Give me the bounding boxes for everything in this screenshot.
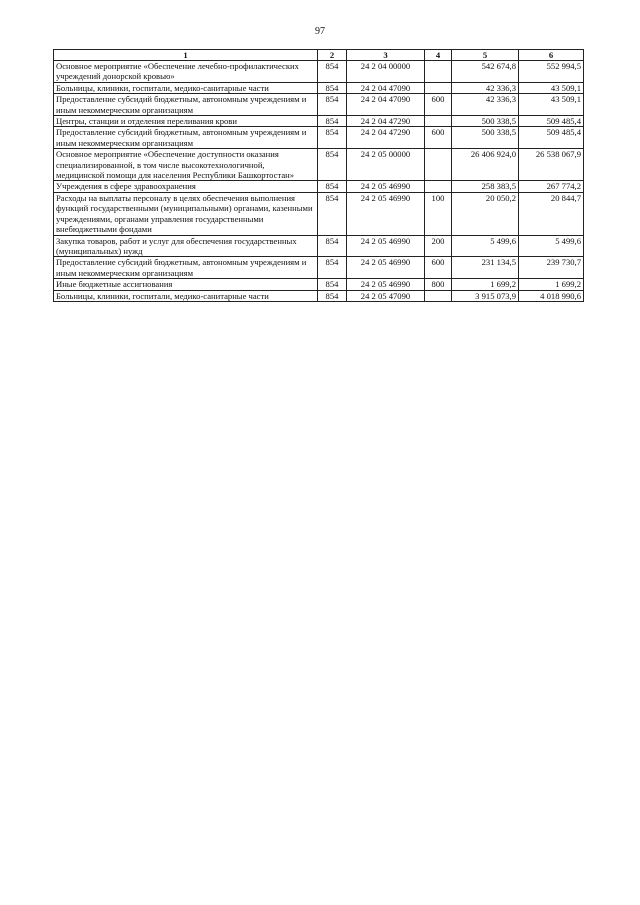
- table-row: [54, 94, 584, 116]
- amount-year1-cell: 42 336,3: [452, 94, 519, 116]
- amount-year2-cell: 509 485,4: [519, 116, 584, 127]
- target-article-cell: 24 2 04 47290: [347, 127, 425, 149]
- ministry-code-cell: 854: [318, 257, 347, 279]
- column-header: 3: [347, 50, 425, 61]
- amount-year2-cell: 552 994,5: [519, 61, 584, 83]
- column-header: 4: [425, 50, 452, 61]
- amount-year1-cell: 500 338,5: [452, 116, 519, 127]
- ministry-code-cell: 854: [318, 116, 347, 127]
- amount-year1-cell: 1 699,2: [452, 279, 519, 290]
- amount-year1-cell: 258 383,5: [452, 181, 519, 192]
- table-body: [54, 61, 584, 302]
- amount-year1-cell: 500 338,5: [452, 127, 519, 149]
- expense-name-cell: Предоставление субсидий бюджетным, автономным учреждениям и иным некоммерческим организациям: [54, 257, 318, 279]
- target-article-cell: 24 2 05 46990: [347, 235, 425, 257]
- ministry-code-cell: 854: [318, 290, 347, 301]
- amount-year2-cell: 267 774,2: [519, 181, 584, 192]
- column-header: 5: [452, 50, 519, 61]
- target-article-cell: 24 2 04 00000: [347, 61, 425, 83]
- target-article-cell: 24 2 04 47090: [347, 82, 425, 93]
- expense-name-cell: Больницы, клиники, госпитали, медико-санитарные части: [54, 290, 318, 301]
- amount-year1-cell: 42 336,3: [452, 82, 519, 93]
- expense-type-cell: [425, 149, 452, 181]
- expense-type-cell: [425, 290, 452, 301]
- ministry-code-cell: 854: [318, 61, 347, 83]
- amount-year1-cell: 20 050,2: [452, 192, 519, 235]
- ministry-code-cell: 854: [318, 192, 347, 235]
- ministry-code-cell: 854: [318, 149, 347, 181]
- amount-year2-cell: 239 730,7: [519, 257, 584, 279]
- amount-year1-cell: 26 406 924,0: [452, 149, 519, 181]
- expense-name-cell: Предоставление субсидий бюджетным, автономным учреждениям и иным некоммерческим организациям: [54, 127, 318, 149]
- table-row: [54, 235, 584, 257]
- expense-name-cell: Основное мероприятие «Обеспечение лечебно-профилактических учреждений донорской кровью»: [54, 61, 318, 83]
- amount-year1-cell: 542 674,8: [452, 61, 519, 83]
- target-article-cell: 24 2 05 46990: [347, 257, 425, 279]
- expense-type-cell: 800: [425, 279, 452, 290]
- amount-year1-cell: 5 499,6: [452, 235, 519, 257]
- expense-name-cell: Предоставление субсидий бюджетным, автономным учреждениям и иным некоммерческим организациям: [54, 94, 318, 116]
- table-row: [54, 279, 584, 290]
- expense-name-cell: Закупка товаров, работ и услуг для обеспечения государственных (муниципальных) нужд: [54, 235, 318, 257]
- amount-year2-cell: 43 509,1: [519, 82, 584, 93]
- expense-name-cell: Расходы на выплаты персоналу в целях обеспечения выполнения функций государственными (муниципальными) органами, казенными учреждениями, органами управления государственными внебюджетными фондами: [54, 192, 318, 235]
- ministry-code-cell: 854: [318, 127, 347, 149]
- amount-year2-cell: 5 499,6: [519, 235, 584, 257]
- target-article-cell: 24 2 04 47090: [347, 94, 425, 116]
- expense-name-cell: Центры, станции и отделения переливания крови: [54, 116, 318, 127]
- expense-type-cell: 600: [425, 257, 452, 279]
- table-header-row: [54, 50, 584, 61]
- expense-type-cell: [425, 61, 452, 83]
- table-row: [54, 290, 584, 301]
- column-header: 2: [318, 50, 347, 61]
- table-row: [54, 181, 584, 192]
- page-number: 97: [315, 26, 325, 37]
- target-article-cell: 24 2 04 47290: [347, 116, 425, 127]
- expense-type-cell: 100: [425, 192, 452, 235]
- table-row: [54, 127, 584, 149]
- expense-type-cell: 200: [425, 235, 452, 257]
- expense-name-cell: Больницы, клиники, госпитали, медико-санитарные части: [54, 82, 318, 93]
- amount-year2-cell: 43 509,1: [519, 94, 584, 116]
- amount-year2-cell: 509 485,4: [519, 127, 584, 149]
- amount-year1-cell: 231 134,5: [452, 257, 519, 279]
- amount-year2-cell: 4 018 990,6: [519, 290, 584, 301]
- amount-year2-cell: 1 699,2: [519, 279, 584, 290]
- ministry-code-cell: 854: [318, 235, 347, 257]
- ministry-code-cell: 854: [318, 82, 347, 93]
- amount-year2-cell: 20 844,7: [519, 192, 584, 235]
- ministry-code-cell: 854: [318, 94, 347, 116]
- expense-name-cell: Иные бюджетные ассигнования: [54, 279, 318, 290]
- column-header: 1: [54, 50, 318, 61]
- budget-table: [53, 49, 584, 302]
- target-article-cell: 24 2 05 47090: [347, 290, 425, 301]
- target-article-cell: 24 2 05 46990: [347, 181, 425, 192]
- table-row: [54, 61, 584, 83]
- amount-year2-cell: 26 538 067,9: [519, 149, 584, 181]
- target-article-cell: 24 2 05 00000: [347, 149, 425, 181]
- expense-type-cell: 600: [425, 127, 452, 149]
- table-row: [54, 116, 584, 127]
- table-row: [54, 257, 584, 279]
- target-article-cell: 24 2 05 46990: [347, 279, 425, 290]
- target-article-cell: 24 2 05 46990: [347, 192, 425, 235]
- table-row: [54, 82, 584, 93]
- column-header: 6: [519, 50, 584, 61]
- expense-type-cell: 600: [425, 94, 452, 116]
- ministry-code-cell: 854: [318, 181, 347, 192]
- expense-type-cell: [425, 82, 452, 93]
- expense-name-cell: Основное мероприятие «Обеспечение доступности оказания специализированной, в том числе высокотехнологичной, медицинской помощи для населения Республики Башкортостан»: [54, 149, 318, 181]
- table-row: [54, 149, 584, 181]
- expense-name-cell: Учреждения в сфере здравоохранения: [54, 181, 318, 192]
- expense-type-cell: [425, 116, 452, 127]
- amount-year1-cell: 3 915 073,9: [452, 290, 519, 301]
- ministry-code-cell: 854: [318, 279, 347, 290]
- table-row: [54, 192, 584, 235]
- expense-type-cell: [425, 181, 452, 192]
